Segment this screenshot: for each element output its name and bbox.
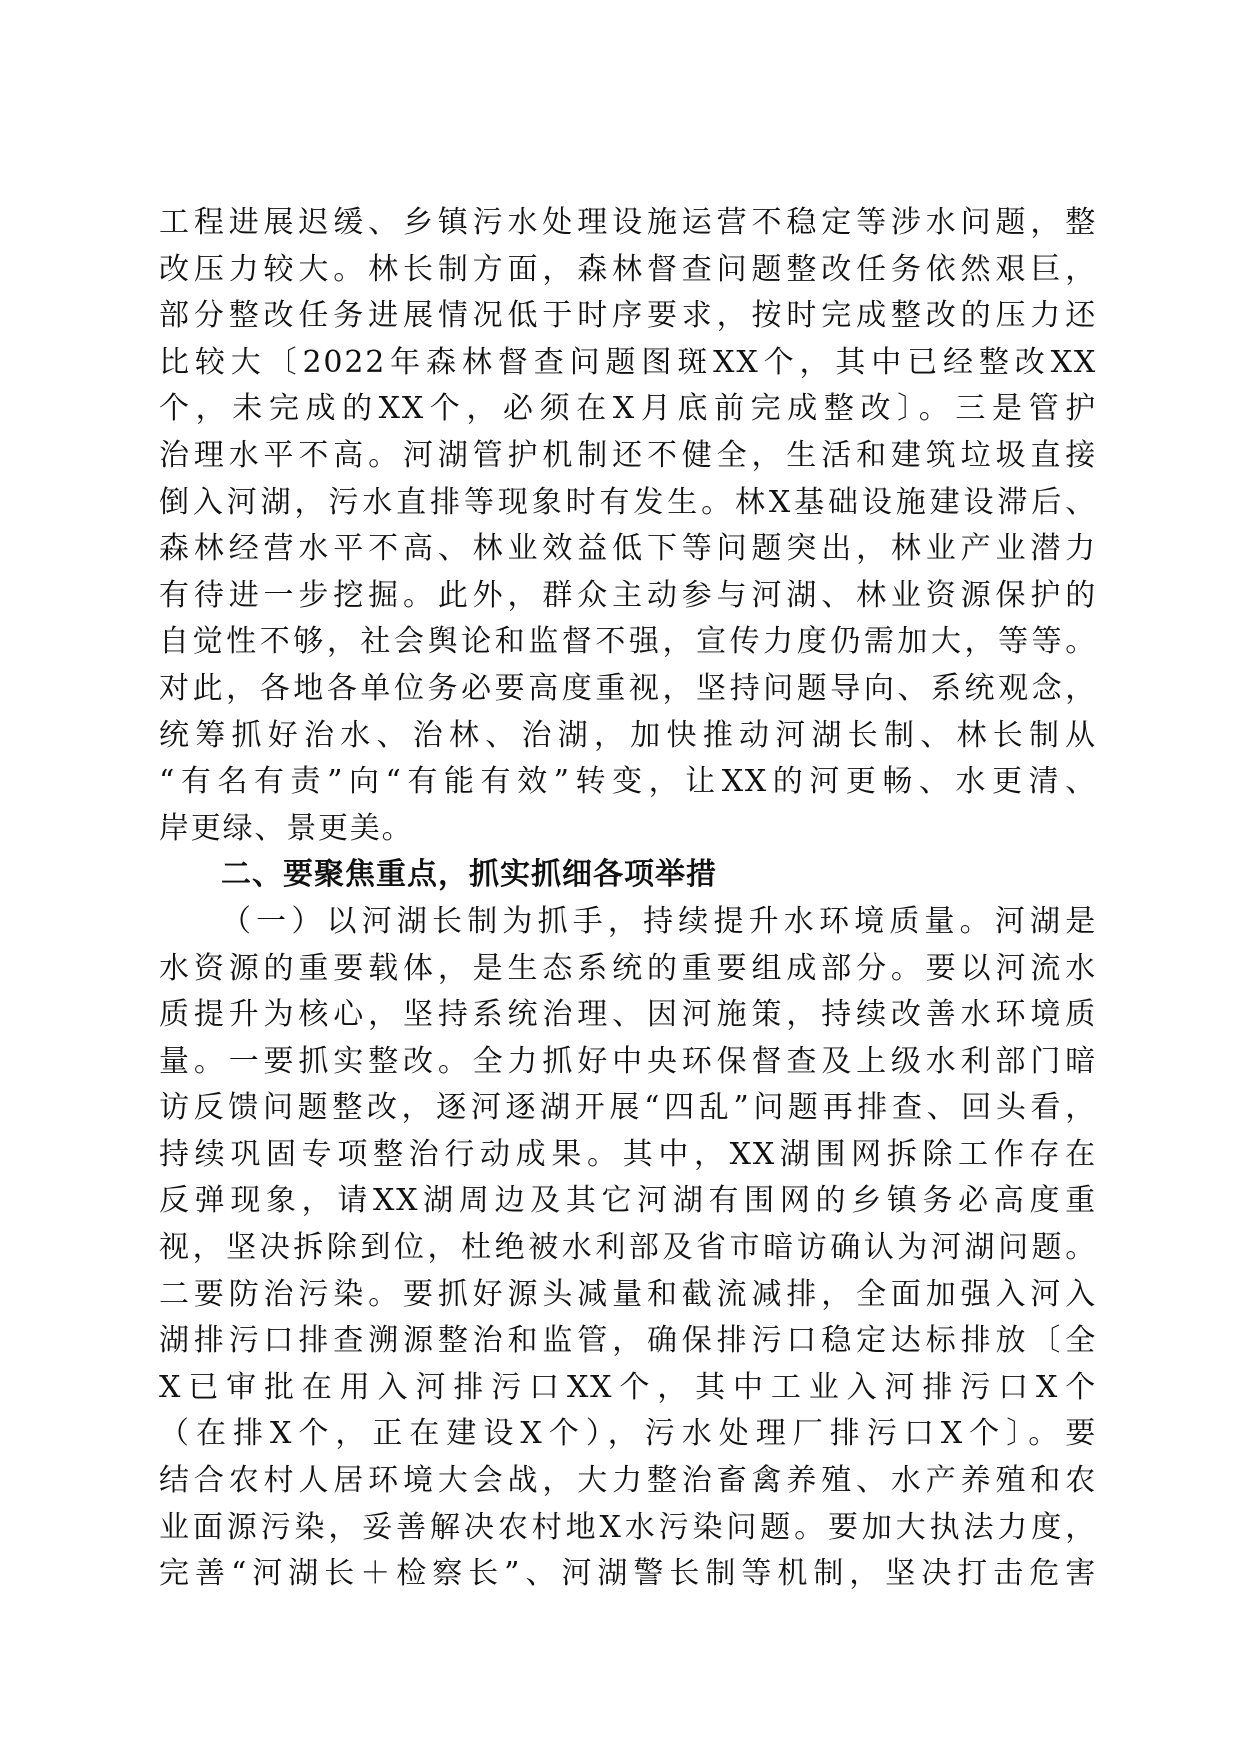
text-line: X已审批在用入河排污口XX个，其中工业入河排污口X个 — [159, 1369, 1097, 1405]
text-line: 有待进一步挖掘。此外，群众主动参与河湖、林业资源保护的 — [159, 577, 1097, 613]
text-line: “有名有责”向“有能有效”转变，让XX的河更畅、水更清、 — [159, 764, 1097, 800]
text-line: 比较大〔2022年森林督查问题图斑XX个，其中已经整改XX — [159, 344, 1097, 380]
text-line: 访反馈问题整改，逐河逐湖开展“四乱”问题再排查、回头看， — [159, 1090, 1097, 1126]
text-line: 量。一要抓实整改。全力抓好中央环保督查及上级水利部门暗 — [159, 1043, 1097, 1079]
body-text — [159, 200, 1097, 1598]
text-line: 岸更绿、景更美。 — [159, 810, 414, 846]
text-line: 反弹现象，请XX湖周边及其它河湖有围网的乡镇务必高度重 — [159, 1183, 1097, 1219]
text-line: 质提升为核心，坚持系统治理、因河施策，持续改善水环境质 — [159, 997, 1097, 1033]
text-line: 二要防治污染。要抓好源头减量和截流减排，全面加强入河入 — [159, 1276, 1097, 1312]
text-line: 自觉性不够，社会舆论和监督不强，宣传力度仍需加大，等等。 — [159, 624, 1097, 660]
text-line: 完善“河湖长＋检察长”、河湖警长制等机制，坚决打击危害 — [159, 1556, 1097, 1592]
subsection-first-line: （一）以河湖长制为抓手，持续提升水环境质量。河湖是 — [221, 903, 1097, 939]
text-line: 统筹抓好治水、治林、治湖，加快推动河湖长制、林长制从 — [159, 717, 1097, 753]
text-line: 森林经营水平不高、林业效益低下等问题突出，林业产业潜力 — [159, 531, 1097, 567]
text-line: 湖排污口排查溯源整治和监管，确保排污口稳定达标排放〔全 — [159, 1323, 1097, 1359]
text-line: 改压力较大。林长制方面，森林督查问题整改任务依然艰巨， — [159, 251, 1097, 287]
text-line: 部分整改任务进展情况低于时序要求，按时完成整改的压力还 — [159, 298, 1097, 334]
section-heading: 二、要聚焦重点，抓实抓细各项举措 — [221, 857, 717, 893]
text-line: 倒入河湖，污水直排等现象时有发生。林X基础设施建设滞后、 — [159, 484, 1097, 520]
text-line: 视，坚决拆除到位，杜绝被水利部及省市暗访确认为河湖问题。 — [159, 1230, 1097, 1266]
text-line: 治理水平不高。河湖管护机制还不健全，生活和建筑垃圾直接 — [159, 437, 1097, 473]
text-line: 业面源污染，妥善解决农村地X水污染问题。要加大执法力度， — [159, 1509, 1097, 1545]
text-line: 结合农村人居环境大会战，大力整治畜禽养殖、水产养殖和农 — [159, 1463, 1097, 1499]
text-line: 工程进展迟缓、乡镇污水处理设施运营不稳定等涉水问题，整 — [159, 205, 1097, 240]
text-line: 水资源的重要载体，是生态系统的重要组成部分。要以河流水 — [159, 950, 1097, 986]
text-line: 个，未完成的XX个，必须在X月底前完成整改〕。三是管护 — [159, 391, 1097, 427]
text-line: 对此，各地各单位务必要高度重视，坚持问题导向、系统观念， — [159, 670, 1097, 706]
text-line: （在排X个，正在建设X个），污水处理厂排污口X个〕。要 — [159, 1416, 1097, 1452]
text-line: 持续巩固专项整治行动成果。其中，XX湖围网拆除工作存在 — [159, 1136, 1097, 1172]
